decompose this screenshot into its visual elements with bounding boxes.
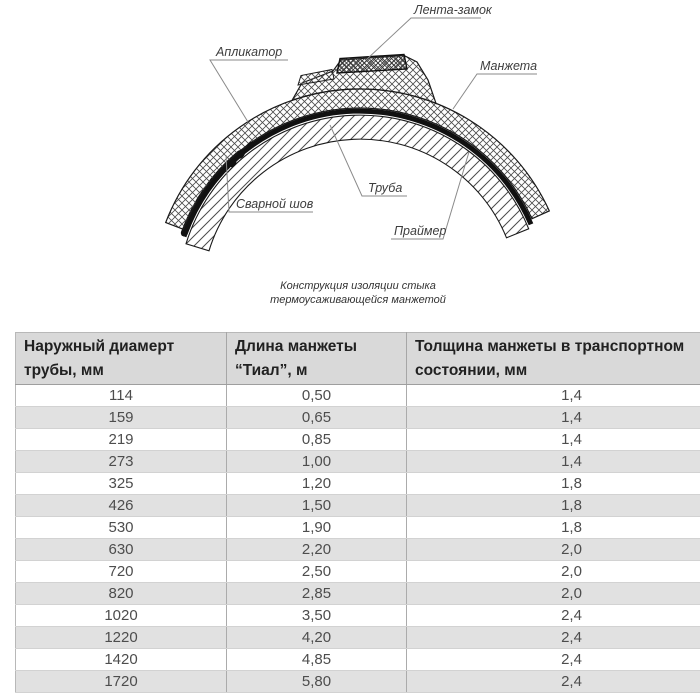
- diagram-caption-line2: термоусаживающейся манжетой: [270, 294, 446, 306]
- table-cell: 630: [16, 539, 227, 561]
- table-row: [16, 407, 700, 429]
- table-cell: 0,85: [227, 429, 407, 451]
- table-cell: 720: [16, 561, 227, 583]
- spec-table: [15, 332, 700, 693]
- table-row: [16, 451, 700, 473]
- table-cell: 2,4: [407, 627, 700, 649]
- table-cell: 1,8: [407, 473, 700, 495]
- spec-table-head: [16, 333, 700, 385]
- column-header: Наружный диамерт трубы, мм: [16, 333, 227, 385]
- table-cell: 1,4: [407, 451, 700, 473]
- lock-tape-shape: [337, 55, 407, 74]
- table-cell: 0,50: [227, 385, 407, 407]
- column-header: Толщина манжеты в транспортном состоянии, мм: [407, 333, 700, 385]
- table-cell: 1,50: [227, 495, 407, 517]
- column-header: Длина манжеты “Тиал”, м: [227, 333, 407, 385]
- table-row: [16, 561, 700, 583]
- diagram-caption-line1: Конструкция изоляции стыка: [280, 280, 436, 292]
- table-cell: 530: [16, 517, 227, 539]
- table-row: [16, 385, 700, 407]
- leader-line-sleeve: [453, 74, 537, 109]
- table-cell: 2,85: [227, 583, 407, 605]
- table-row: [16, 605, 700, 627]
- table-cell: 5,80: [227, 671, 407, 693]
- table-cell: 4,85: [227, 649, 407, 671]
- table-cell: 2,4: [407, 605, 700, 627]
- table-cell: 1,4: [407, 429, 700, 451]
- table-cell: 1,4: [407, 385, 700, 407]
- table-row: [16, 649, 700, 671]
- table-row: [16, 583, 700, 605]
- label-sleeve: Манжета: [480, 59, 537, 73]
- table-cell: 4,20: [227, 627, 407, 649]
- table-cell: 2,0: [407, 583, 700, 605]
- table-cell: 1220: [16, 627, 227, 649]
- table-cell: 2,50: [227, 561, 407, 583]
- table-cell: 0,65: [227, 407, 407, 429]
- table-cell: 1,8: [407, 517, 700, 539]
- table-cell: 820: [16, 583, 227, 605]
- table-cell: 325: [16, 473, 227, 495]
- table-row: [16, 539, 700, 561]
- table-cell: 1,20: [227, 473, 407, 495]
- table-row: [16, 429, 700, 451]
- table-cell: 1720: [16, 671, 227, 693]
- table-cell: 426: [16, 495, 227, 517]
- label-pipe: Труба: [368, 181, 402, 195]
- table-cell: 2,0: [407, 561, 700, 583]
- pipe-joint-diagram: [0, 0, 700, 318]
- table-row: [16, 671, 700, 693]
- table-cell: 2,20: [227, 539, 407, 561]
- table-row: [16, 473, 700, 495]
- table-cell: 114: [16, 385, 227, 407]
- table-cell: 1,00: [227, 451, 407, 473]
- table-cell: 1420: [16, 649, 227, 671]
- table-cell: 2,4: [407, 671, 700, 693]
- table-row: [16, 627, 700, 649]
- spec-table-body: [16, 385, 700, 693]
- table-row: [16, 517, 700, 539]
- header-row: [16, 333, 700, 385]
- table-cell: 219: [16, 429, 227, 451]
- table-cell: 273: [16, 451, 227, 473]
- label-applicator: Апликатор: [215, 45, 282, 59]
- table-cell: 1,4: [407, 407, 700, 429]
- label-weld-seam: Сварной шов: [236, 197, 314, 211]
- table-cell: 159: [16, 407, 227, 429]
- leader-line-lock-tape: [366, 18, 481, 60]
- table-row: [16, 495, 700, 517]
- table-cell: 1020: [16, 605, 227, 627]
- table-cell: 3,50: [227, 605, 407, 627]
- table-cell: 2,0: [407, 539, 700, 561]
- label-lock-tape: Лента-замок: [413, 3, 493, 17]
- table-cell: 1,8: [407, 495, 700, 517]
- label-primer: Праймер: [394, 224, 446, 238]
- table-cell: 1,90: [227, 517, 407, 539]
- table-cell: 2,4: [407, 649, 700, 671]
